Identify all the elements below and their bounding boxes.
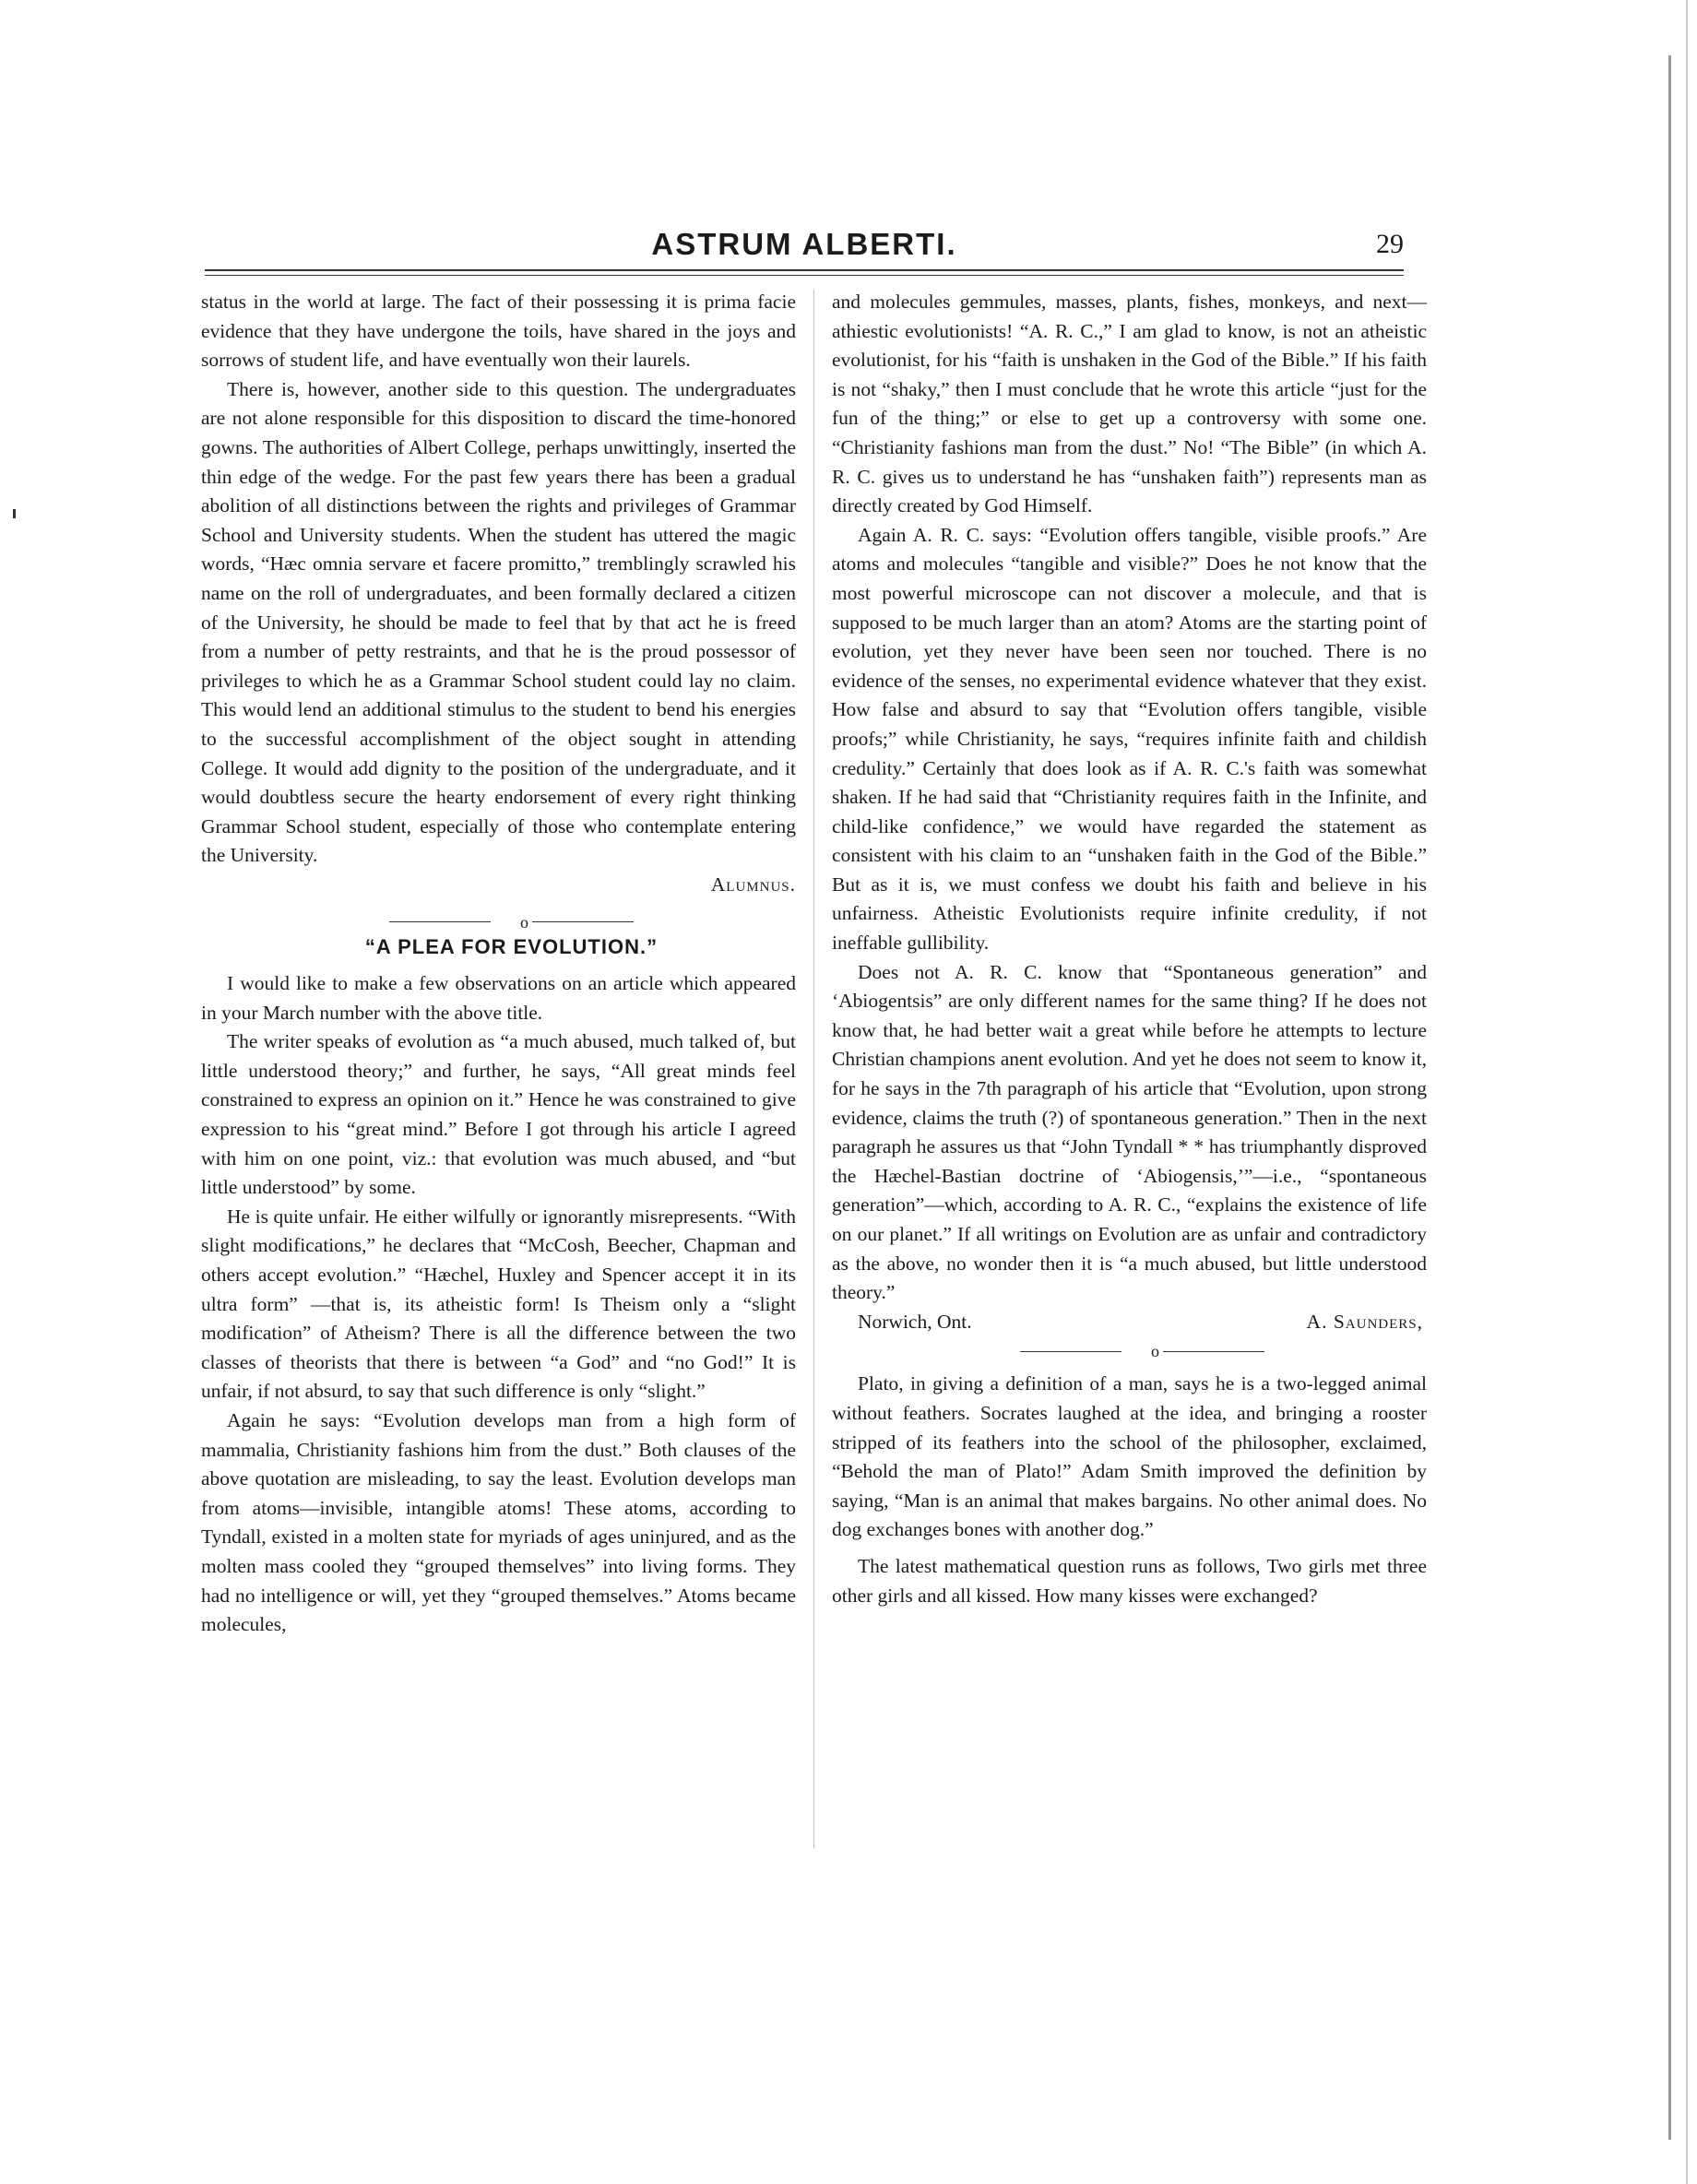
header-rule-top [205, 269, 1404, 271]
signature-place: Norwich, Ont. [858, 1310, 972, 1333]
paragraph: Plato, in giving a definition of a man, says he is a two-legged animal without feathers. Socrates laughed at the idea, and bringing a rooster stripped of its feathers into the school of the philosopher, exclaimed, “Behold the man of Plato!” Adam Smith improved the definition by saying, “Man is an animal that makes bargains. No other animal does. No dog exchanges bones with another dog.” [832, 1372, 1427, 1541]
paragraph: The writer speaks of evolution as “a much abused, much talked of, but little understood theory;” and further, he says, “All great minds feel constrained to express an opinion on it.” Hence he was constrained to give expression to his “great mind.” Before I got through his article I agreed with him on one point, viz.: that evolution was much abused, and “but little understood” by some. [201, 1030, 796, 1199]
paragraph: There is, however, another side to this question. The undergraduates are not alone responsible for this disposition to discard the time-honored gowns. The authorities of Albert College, perhaps unwittingly, inserted the thin edge of the wedge. For the past few years there has been a gradual abolition of all distinctions between the rights and privileges of Grammar School and University students. When the student has uttered the magic words, “Hæc omnia servare et facere promitto,” tremblingly scrawled his name on the roll of undergraduates, and been formally declared a citizen of the University, he should be made to feel that by that act he is freed from a number of petty restraints, and that he is the proud possessor of privileges to which he as a Grammar School student could lay no claim. This would lend an additional stimulus to the student to bend his energies to the successful accomplishment of the object sought in attending College. It would add dignity to the position of the undergraduate, and it would doubtless secure the hearty endorsement of every right thinking Grammar School student, especially of those who contemplate entering the University. [201, 377, 796, 867]
signature-row [832, 1308, 1427, 1337]
paragraph: status in the world at large. The fact of their possessing it is prima facie evidence that they have undergone the toils, have shared in the joys and sorrows of student life, and have eventually won their laurels. [201, 291, 796, 372]
right-column [832, 288, 1427, 1610]
paragraph: The latest mathematical question runs as follows, Two girls met three other girls and all kissed. How many kisses were exchanged? [832, 1554, 1427, 1607]
signature-alumnus: Alumnus. [710, 872, 796, 896]
page-edge-shadow [1686, 0, 1688, 2184]
paragraph: Again he says: “Evolution develops man from a high form of mammalia, Christianity fashions him from the dust.” Both clauses of the above quotation are misleading, to say the least. Evolution develops man from atoms—invisible, intangible atoms! These atoms, according to Tyndall, existed in a molten state for myriads of ages uninjured, and as the molten mass cooled they “grouped themselves” into living forms. They had no intelligence or will, yet they “grouped themselves.” Atoms became molecules, [201, 1408, 796, 1636]
paragraph: I would like to make a few observations on an article which appeared in your March number with the above title. [201, 972, 796, 1024]
paragraph: and molecules gemmules, masses, plants, fishes, monkeys, and next—athiestic evolutionists! “A. R. C.,” I am glad to know, is not an atheistic evolutionist, for his “faith is unshaken in the God of the Bible.” If his faith is not “shaky,” then I must conclude that he wrote this article “just for the fun of the thing;” or else to get up a controversy with some one. “Christianity fashions man from the dust.” No! “The Bible” (in which A. R. C. gives us to understand he has “unshaken faith”) represents man as directly created by God Himself. [832, 291, 1427, 517]
paragraph: He is quite unfair. He either wilfully or ignorantly misrepresents. “With slight modifications,” he declares that “McCosh, Beecher, Chapman and others accept evolution.” “Hæchel, Huxley and Spencer accept it in its ultra form” —that is, its atheistic form! Is Theism only a “slight modification” of Atheism? There is all the difference between the two classes of theorists that there is between “a God” and “no God!” It is unfair, if not absurd, to say that such difference is only “slight.” [201, 1205, 796, 1403]
publication-title: ASTRUM ALBERTI. [651, 227, 957, 261]
paragraph: Does not A. R. C. know that “Spontaneous generation” and ‘Abiogentsis” are only different names for the same thing? If he does not know that, he had better wait a great while before he attempts to lecture Christian champions anent evolution. And yet he does not seem to know it, for he says in the 7th paragraph of his article that “Evolution, upon strong evidence, claims the truth (?) of spontaneous generation.” Then in the next paragraph he assures us that “John Tyndall * * has triumphantly disproved the Hæchel-Bastian doctrine of ‘Abiogensis,’”—i.e., “spontaneous generation”—which, according to A. R. C., “explains the existence of life on our planet.” If all writings on Evolution are as unfair and contradictory as the above, no wonder then it is “a much abused, but little understood theory.” [832, 960, 1427, 1304]
margin-mark [13, 509, 16, 518]
paragraph: Again A. R. C. says: “Evolution offers tangible, visible proofs.” Are atoms and molecules “tangible and visible?” Does he not know that the most powerful microscope can not discover a molecule, and that is supposed to be much larger than an atom? Atoms are the starting point of evolution, yet they never have been seen nor touched. There is no evidence of the senses, no experimental evidence whatever that they exist. How false and absurd to say that “Evolution offers tangible, visible proofs;” while Christianity, he says, “requires infinite faith and childish credulity.” Certainly that does look as if A. R. C.'s faith was somewhat shaken. If he had said that “Christianity requires faith in the Infinite, and child-like confidence,” we would have regarded the statement as consistent with his claim to an “unshaken faith in the God of the Bible.” But as it is, we must confess we doubt his faith and believe in his unfairness. Atheistic Evolutionists require infinite credulity, if not ineffable gullibility. [832, 523, 1427, 955]
signature-author: A. Saunders, [1306, 1310, 1423, 1333]
section-separator: o [201, 907, 796, 932]
section-separator: o [832, 1336, 1427, 1362]
column-divider [813, 290, 814, 1848]
left-column [201, 288, 796, 1640]
header-rule-bottom [205, 275, 1404, 276]
page-number: 29 [1376, 229, 1404, 259]
article-heading: “A PLEA FOR EVOLUTION.” [364, 935, 659, 959]
page-edge [1668, 55, 1671, 2140]
